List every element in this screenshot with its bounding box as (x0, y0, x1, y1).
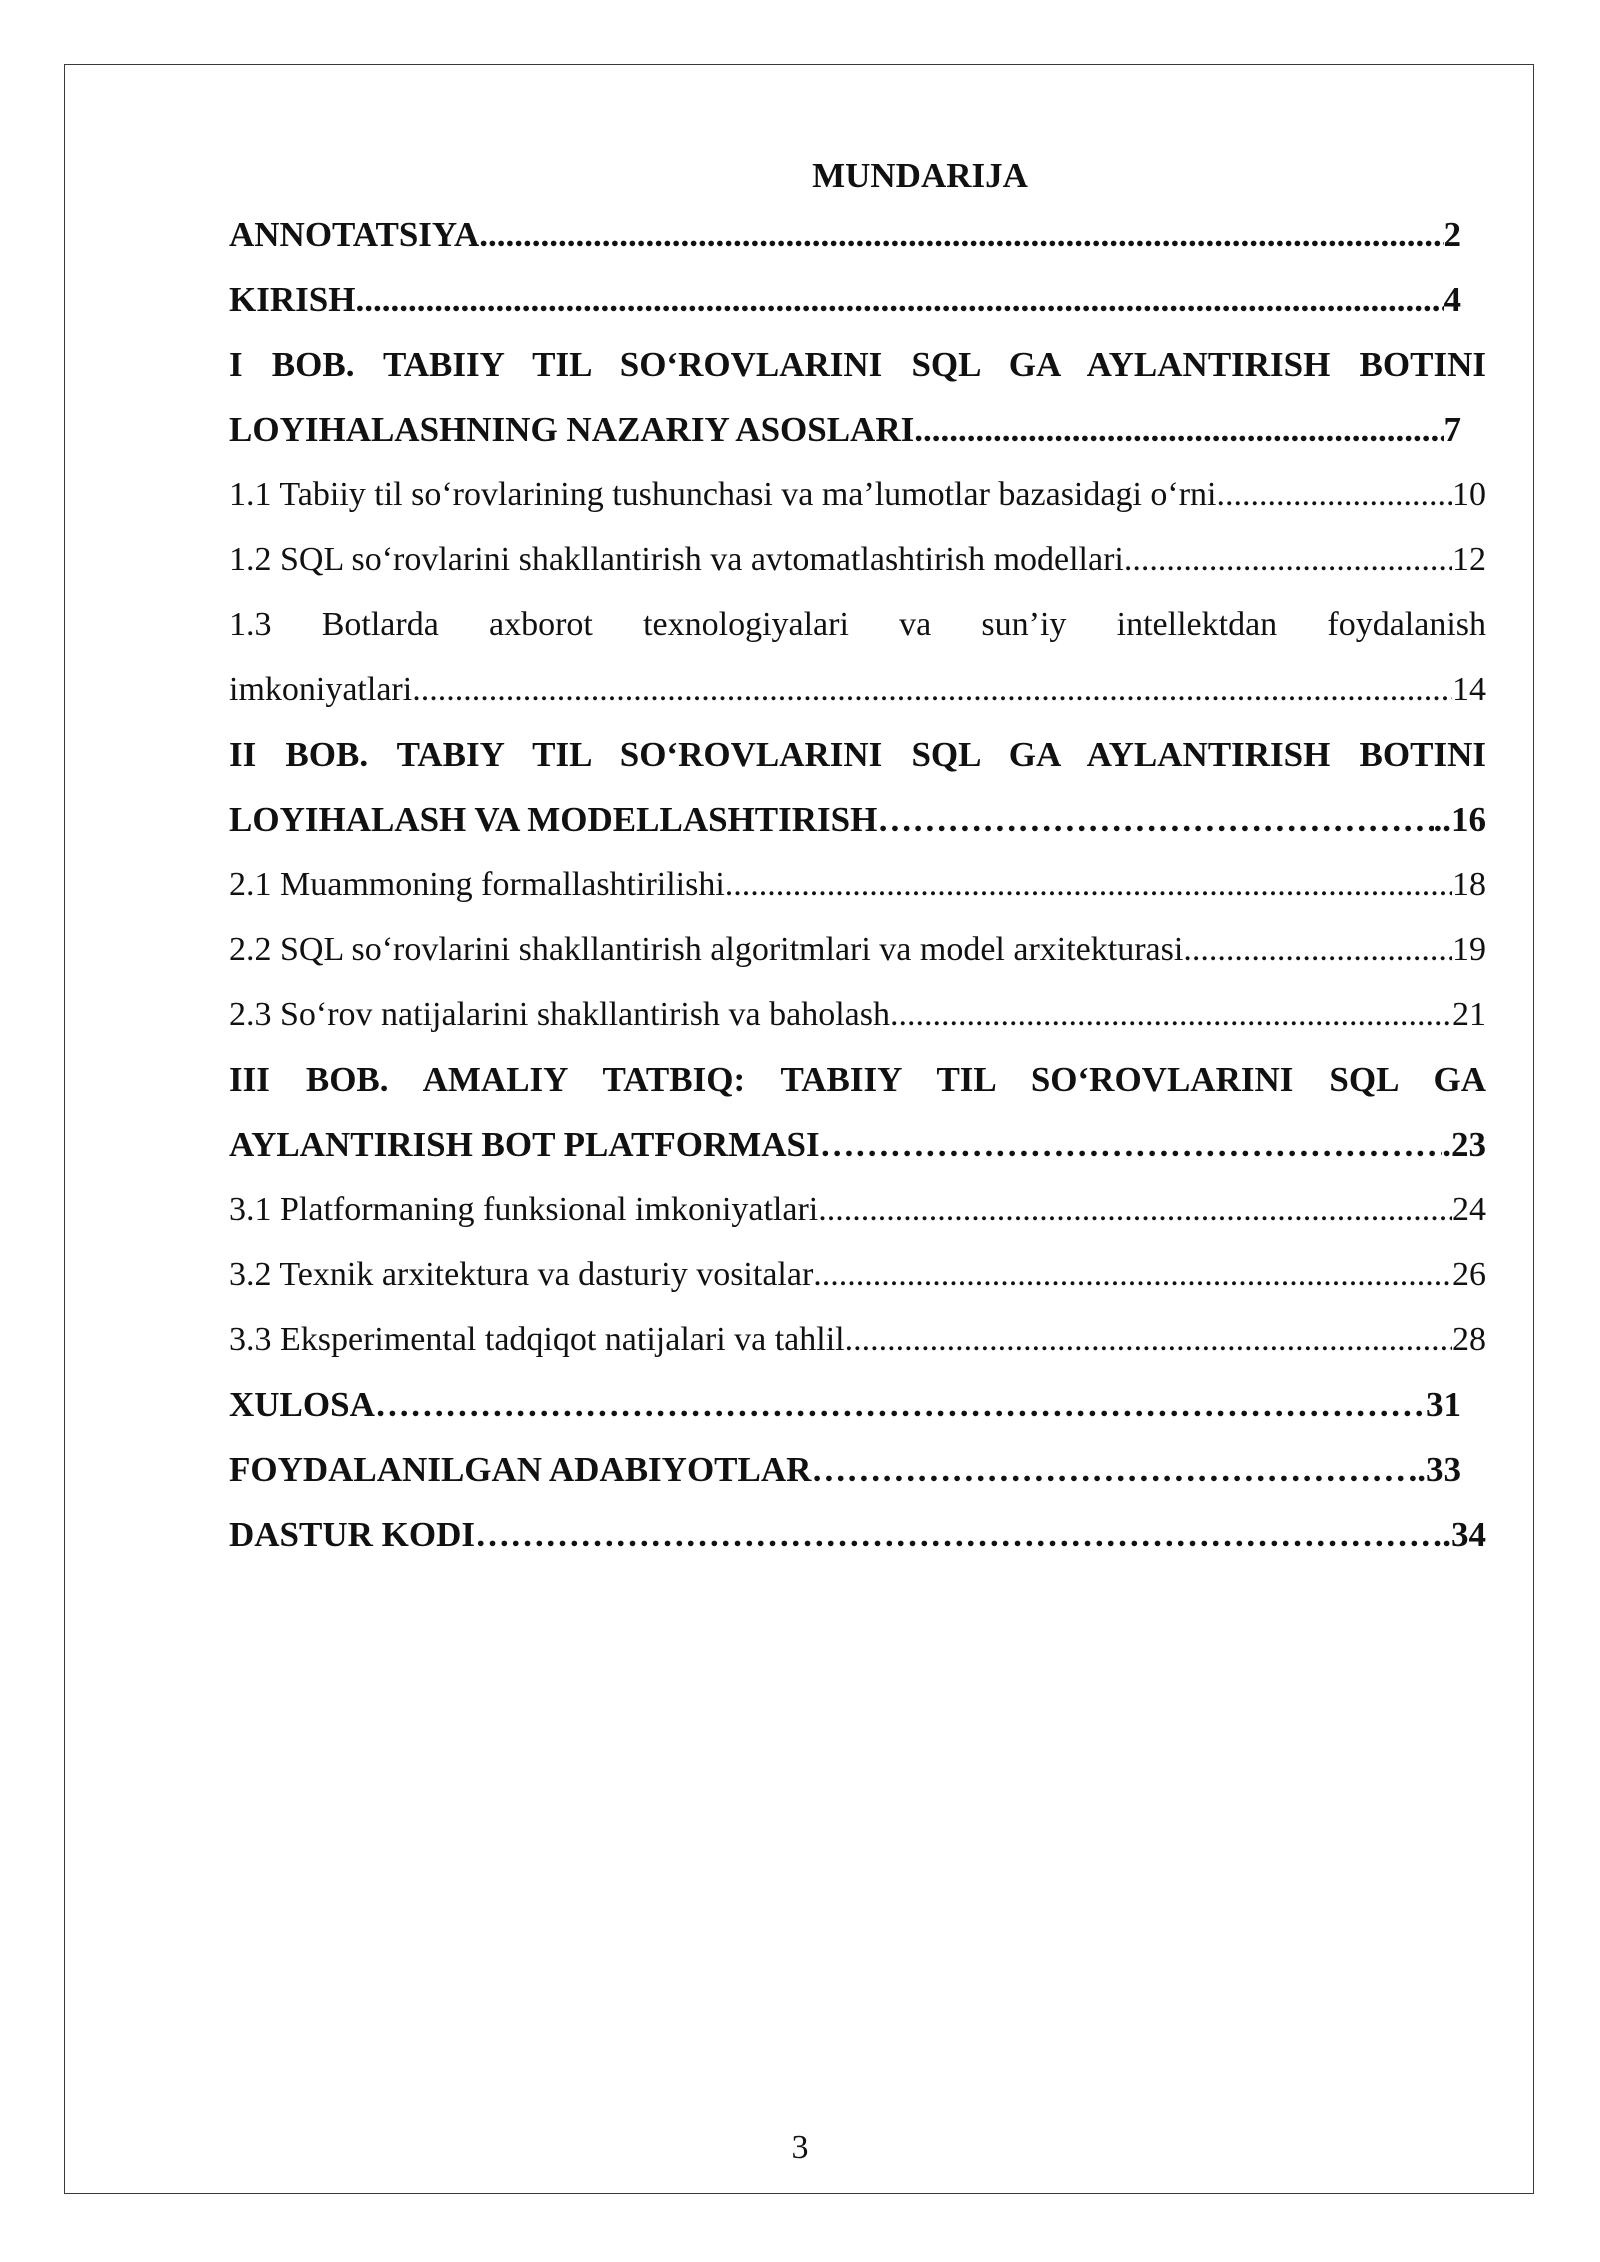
toc-entry-label: 1.1 Tabiiy til so‘rovlarining tushunchasi va ma’lumotlar bazasidagi o‘rni (229, 476, 1217, 513)
toc-entry-page: 18 (1452, 866, 1486, 903)
toc-entry-2-1[interactable] (229, 852, 1486, 917)
dot-leader (479, 202, 1443, 267)
toc-entry-label: 3.3 Eksperimental tadqiqot natijalari va tahlil (229, 1321, 845, 1358)
dot-leader (1183, 917, 1452, 982)
dot-leader (845, 1307, 1452, 1372)
dot-leader (1124, 527, 1452, 592)
table-of-contents (229, 150, 1486, 1567)
dot-leader (725, 852, 1452, 917)
toc-entry-1-1[interactable] (229, 462, 1486, 527)
toc-entry-page: 4 (1443, 280, 1461, 319)
toc-entry-page: ..16 (1433, 800, 1486, 839)
toc-entry-page: 21 (1452, 996, 1486, 1033)
toc-entry-page: 2 (1443, 215, 1461, 254)
toc-entry-kirish[interactable] (229, 267, 1461, 332)
toc-entry-label: 2.2 SQL so‘rovlarini shakllantirish algoritmlari va model arxitekturasi (229, 931, 1184, 968)
toc-entry-label: imkoniyatlari (229, 671, 413, 708)
toc-entry-page: .23 (1442, 1125, 1486, 1164)
toc-entry-label: LOYIHALASH VA MODELLASHTIRISH (229, 800, 878, 839)
toc-entry-chapter-1-line2[interactable] (229, 397, 1461, 462)
toc-entry-label: 3.1 Platformaning funksional imkoniyatlari (229, 1191, 819, 1228)
toc-entry-chapter-2-line2[interactable] (229, 787, 1486, 852)
toc-entry-label: ANNOTATSIYA (229, 215, 480, 254)
toc-entry-page: 19 (1452, 931, 1486, 968)
toc-title: MUNDARIJA (812, 156, 1028, 195)
toc-entry-page: ..33 (1408, 1450, 1461, 1489)
dot-leader (1217, 462, 1453, 527)
toc-entry-3-2[interactable] (229, 1242, 1486, 1307)
toc-entry-label: 3.2 Texnik arxitektura va dasturiy vositalar (229, 1256, 814, 1293)
dot-leader (811, 1437, 1408, 1502)
toc-entry-dastur-kodi[interactable] (229, 1502, 1486, 1567)
toc-entry-2-3[interactable] (229, 982, 1486, 1047)
toc-entry-page: 28 (1452, 1321, 1486, 1358)
toc-entry-label: LOYIHALASHNING NAZARIY ASOSLARI (229, 410, 915, 449)
toc-entry-adabiyotlar[interactable] (229, 1437, 1461, 1502)
toc-entry-3-3[interactable] (229, 1307, 1486, 1372)
dot-leader (820, 1112, 1443, 1177)
dot-leader (914, 397, 1443, 462)
toc-entry-label: 1.2 SQL so‘rovlarini shakllantirish va avtomatlashtirish modellari (229, 541, 1124, 578)
toc-entry-1-3-line1[interactable]: 1.3 Botlarda axborot texnologiyalari va sun’iy intellektdan foydalanish (229, 606, 1486, 643)
dot-leader (412, 657, 1452, 722)
toc-entry-page: 7 (1443, 410, 1461, 449)
toc-entry-label: XULOSA (229, 1385, 375, 1424)
toc-entry-1-2[interactable] (229, 527, 1486, 592)
toc-entry-label: KIRISH (229, 280, 356, 319)
dot-leader (890, 982, 1452, 1047)
toc-entry-label: AYLANTIRISH BOT PLATFORMASI (229, 1125, 820, 1164)
toc-entry-3-1[interactable] (229, 1177, 1486, 1242)
toc-entry-chapter-3-line2[interactable] (229, 1112, 1486, 1177)
toc-entry-page: 26 (1452, 1256, 1486, 1293)
toc-entry-xulosa[interactable] (229, 1372, 1461, 1437)
toc-entry-page: 31 (1426, 1385, 1461, 1424)
page-number: 3 (791, 2129, 809, 2166)
toc-entry-chapter-2-line1[interactable]: II BOB. TABIY TIL SO‘ROVLARINI SQL GA AYLANTIRISH BOTINI (229, 735, 1486, 774)
dot-leader (355, 267, 1443, 332)
dot-leader (877, 787, 1433, 852)
toc-entry-page: 14 (1452, 671, 1486, 708)
toc-entry-2-2[interactable] (229, 917, 1486, 982)
toc-entry-page: .34 (1442, 1515, 1486, 1554)
toc-entry-label: 2.3 So‘rov natijalarini shakllantirish va baholash (229, 996, 890, 1033)
toc-entry-chapter-1-line1[interactable]: I BOB. TABIIY TIL SO‘ROVLARINI SQL GA AYLANTIRISH BOTINI (229, 345, 1486, 384)
toc-entry-page: 10 (1452, 476, 1486, 513)
toc-entry-page: 12 (1452, 541, 1486, 578)
dot-leader (475, 1502, 1442, 1567)
dot-leader (818, 1177, 1452, 1242)
toc-entry-page: 24 (1452, 1191, 1486, 1228)
toc-entry-chapter-3-line1[interactable]: III BOB. AMALIY TATBIQ: TABIIY TIL SO‘ROVLARINI SQL GA (229, 1060, 1486, 1099)
dot-leader (813, 1242, 1452, 1307)
toc-entry-1-3-line2[interactable] (229, 657, 1486, 722)
toc-entry-annotatsiya[interactable] (229, 202, 1461, 267)
dot-leader (375, 1372, 1426, 1437)
toc-entry-label: FOYDALANILGAN ADABIYOTLAR (229, 1450, 812, 1489)
toc-entry-label: 2.1 Muammoning formallashtirilishi (229, 866, 725, 903)
toc-entry-label: DASTUR KODI (229, 1515, 476, 1554)
